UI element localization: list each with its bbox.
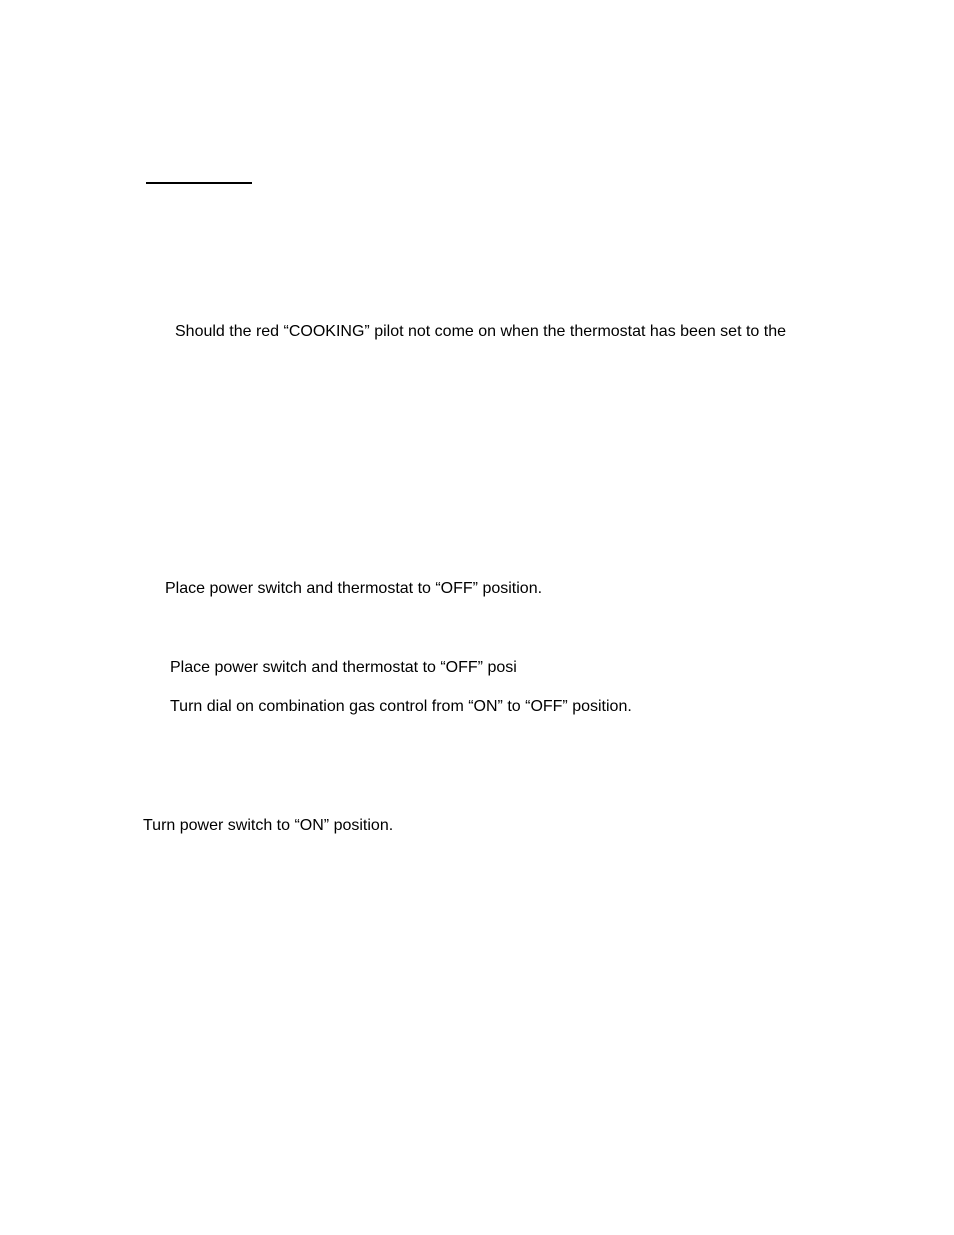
step-gas-control-dial: Turn dial on combination gas control from “ON” to “OFF” position. — [170, 698, 632, 715]
heading-underline — [146, 182, 252, 184]
intro-paragraph: Should the red “COOKING” pilot not come on when the thermostat has been set to the — [175, 323, 786, 340]
step-power-switch-off-partial: Place power switch and thermostat to “OFF” posi — [170, 659, 517, 676]
step-power-switch-on: Turn power switch to “ON” position. — [143, 817, 394, 834]
step-power-switch-off: Place power switch and thermostat to “OFF” position. — [165, 580, 543, 597]
